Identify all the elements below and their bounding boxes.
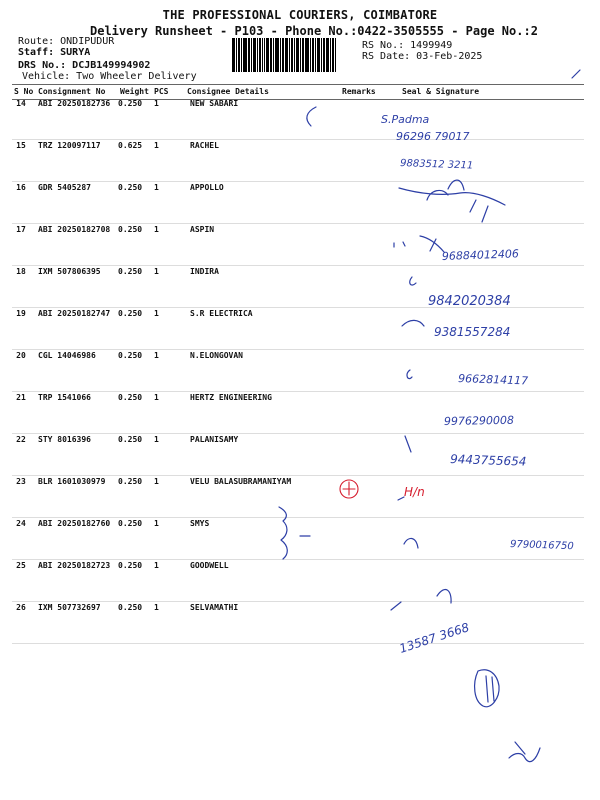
row-consignment: ABI 20250182747	[38, 309, 111, 318]
row-sno: 21	[16, 393, 26, 402]
note-phone-row-21: 9976290008	[443, 413, 515, 428]
table-row	[12, 266, 584, 308]
row-weight: 0.250	[118, 183, 143, 192]
row-consignee-details: NEW SABARI	[190, 99, 239, 108]
row-consignee-details: GOODWELL	[190, 561, 229, 570]
row-weight: 0.250	[118, 561, 143, 570]
row-pcs: 1	[154, 309, 159, 318]
table-row	[12, 182, 584, 224]
row-sno: 19	[16, 309, 26, 318]
row-pcs: 1	[154, 351, 159, 360]
header-sno: S No	[14, 87, 34, 96]
note-phone-row-17: 96884012406	[441, 247, 520, 263]
row-weight: 0.250	[118, 393, 143, 402]
note-phone-row-22: 9443755654	[449, 452, 527, 469]
note-phone-row-15: 9883512 3211	[399, 158, 474, 172]
row-sno: 17	[16, 225, 26, 234]
row-consignee-details: SELVAMATHI	[190, 603, 239, 612]
row-consignment: IXM 507732697	[38, 603, 101, 612]
table-row	[12, 560, 584, 602]
row-consignment: STY 8016396	[38, 435, 91, 444]
row-consignee-details: N.ELONGOVAN	[190, 351, 243, 360]
barcode-graphic	[232, 38, 356, 72]
header-weight: Weight	[120, 87, 149, 96]
row-pcs: 1	[154, 225, 159, 234]
row-pcs: 1	[154, 267, 159, 276]
table-row	[12, 476, 584, 518]
row-consignee-details: SMYS	[190, 519, 210, 528]
document-title: THE PROFESSIONAL COURIERS, COIMBATORE	[162, 8, 438, 22]
row-sno: 22	[16, 435, 26, 444]
row-consignee-details: ASPIN	[190, 225, 215, 234]
row-consignee-details: APPOLLO	[190, 183, 224, 192]
row-weight: 0.250	[118, 99, 143, 108]
row-consignee-details: PALANISAMY	[190, 435, 239, 444]
header-remarks: Remarks	[342, 87, 376, 96]
row-pcs: 1	[154, 99, 159, 108]
delivery-table-body	[12, 98, 584, 644]
row-pcs: 1	[154, 393, 159, 402]
row-pcs: 1	[154, 141, 159, 150]
table-row	[12, 140, 584, 182]
note-phone-row-20: 9662814117	[457, 372, 529, 388]
row-pcs: 1	[154, 435, 159, 444]
table-row	[12, 98, 584, 140]
row-consignment: ABI 20250182736	[38, 99, 111, 108]
row-sno: 24	[16, 519, 26, 528]
row-weight: 0.250	[118, 267, 143, 276]
row-pcs: 1	[154, 561, 159, 570]
row-weight: 0.250	[118, 603, 143, 612]
table-row	[12, 224, 584, 266]
row-sno: 14	[16, 99, 26, 108]
header-seal-signature: Seal & Signature	[402, 87, 480, 96]
row-sno: 23	[16, 477, 26, 486]
row-consignee-details: RACHEL	[190, 141, 219, 150]
note-phone-row-19: 9381557284	[434, 325, 511, 339]
note-phone-row-26: 13587 3668	[397, 620, 471, 656]
row-weight: 0.250	[118, 435, 143, 444]
row-sno: 18	[16, 267, 26, 276]
note-spadma: S.Padma	[381, 113, 430, 126]
table-row	[12, 308, 584, 350]
table-row	[12, 518, 584, 560]
rs-number-field: RS No.: 1499949	[362, 40, 453, 51]
table-row	[12, 434, 584, 476]
row-weight: 0.250	[118, 351, 143, 360]
header-pcs: PCS	[154, 87, 169, 96]
row-sno: 25	[16, 561, 26, 570]
header-consignee-details: Consignee Details	[187, 87, 269, 96]
row-consignment: TRZ 120097117	[38, 141, 101, 150]
header-consignment: Consignment No	[38, 87, 106, 96]
row-weight: 0.250	[118, 519, 143, 528]
row-sno: 26	[16, 603, 26, 612]
runsheet-subtitle: Delivery Runsheet - P103 - Phone No.:0422-3505555 - Page No.:2	[90, 24, 538, 38]
row-pcs: 1	[154, 603, 159, 612]
row-consignment: GDR 5405287	[38, 183, 91, 192]
row-consignment: CGL 14046986	[38, 351, 96, 360]
row-weight: 0.250	[118, 477, 143, 486]
table-row	[12, 350, 584, 392]
row-weight: 0.250	[118, 309, 143, 318]
vehicle-field: Vehicle: Two Wheeler Delivery	[22, 71, 197, 82]
row-consignee-details: VELU BALASUBRAMANIYAM	[190, 477, 292, 486]
row-weight: 0.625	[118, 141, 143, 150]
row-sno: 15	[16, 141, 26, 150]
drs-number-field: DRS No.: DCJB149994902	[18, 60, 151, 71]
note-phone-row-24: 9790016750	[509, 539, 574, 553]
row-consignment: ABI 20250182708	[38, 225, 111, 234]
table-row	[12, 392, 584, 434]
row-pcs: 1	[154, 477, 159, 486]
staff-field: Staff: SURYA	[18, 47, 91, 58]
row-consignment: BLR 1601030979	[38, 477, 106, 486]
row-consignee-details: S.R ELECTRICA	[190, 309, 253, 318]
row-pcs: 1	[154, 183, 159, 192]
row-consignment: TRP 1541066	[38, 393, 91, 402]
row-consignment: ABI 20250182760	[38, 519, 111, 528]
row-consignee-details: HERTZ ENGINEERING	[190, 393, 272, 402]
row-consignment: IXM 507806395	[38, 267, 101, 276]
row-consignee-details: INDIRA	[190, 267, 219, 276]
row-pcs: 1	[154, 519, 159, 528]
route-field: Route: ONDIPUDUR	[18, 36, 115, 47]
row-sno: 16	[16, 183, 26, 192]
red-note-hin: H/n	[404, 485, 425, 499]
table-row	[12, 602, 584, 644]
note-phone-row-14: 96296 79017	[396, 130, 470, 143]
row-consignment: ABI 20250182723	[38, 561, 111, 570]
note-phone-row-18: 9842020384	[428, 294, 511, 309]
row-weight: 0.250	[118, 225, 143, 234]
row-sno: 20	[16, 351, 26, 360]
rs-date-field: RS Date: 03-Feb-2025	[362, 51, 483, 62]
